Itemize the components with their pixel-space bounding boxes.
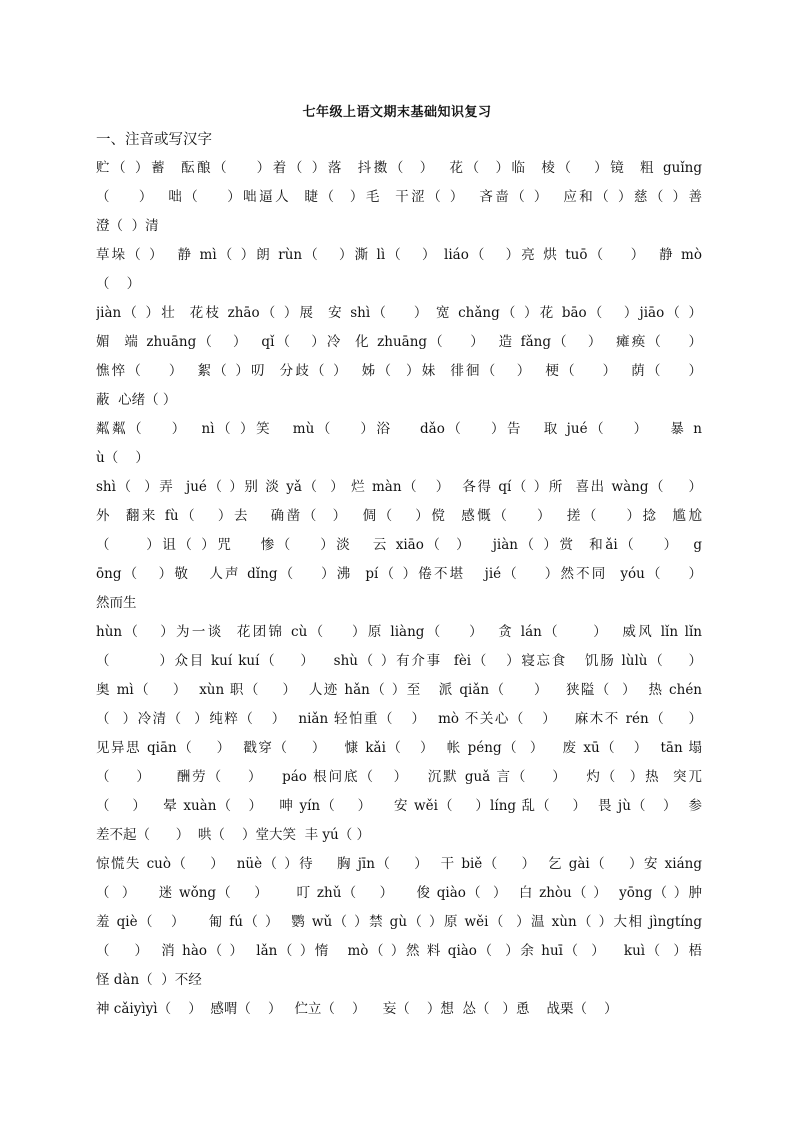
exercise-line: 然而生	[96, 595, 137, 611]
exercise-line: hùn（ ）为一谈 花团锦 cù（ ）原 liàng（ ） 贪 lán（ ） 威风 lǐn lǐn	[96, 624, 702, 640]
exercise-line: ōng（ ）敬 人声 dǐng（ ）沸 pí（ ）倦不堪 jié（ ）然不同 yóu（ ）	[96, 566, 702, 582]
exercise-lines	[96, 154, 702, 1024]
exercise-line: （ ）	[96, 276, 141, 292]
exercise-line: 羞 qiè（ ） 匍 fú（ ） 鹦 wǔ（ ）禁 gù（ ）原 wěi（ ）温 xùn（ ）大相 jìngtíng	[96, 914, 702, 930]
exercise-line: 怪 dàn（ ）不经	[96, 972, 202, 988]
exercise-line: 见异思 qiān（ ） 戳穿（ ） 慷 kǎi（ ） 帐 péng（ ） 废 xū（ ） tān 塌	[96, 740, 702, 756]
exercise-line: （ ） 消 hào（ ） lǎn（ ）惰 mò（ ）然 料 qiào（ ）余 huī（ ） kuì（ ）梧	[96, 943, 702, 959]
exercise-line: 神 cǎiyìyì（ ） 感喟（ ） 伫立（ ） 妄（ ）想 怂（ ）恿 战栗（ ）	[96, 1001, 618, 1017]
exercise-line: 奥 mì（ ） xùn 职（ ） 人迹 hǎn（ ）至 派 qiǎn（ ） 狭隘（ ） 热 chén	[96, 682, 702, 698]
exercise-line: 惊慌失 cuò（ ） nüè（ ）待 胸 jīn（ ） 干 biě（ ） 乞 gài（ ）安 xiáng	[96, 856, 702, 872]
exercise-line: （ ） 迷 wǒng（ ） 叮 zhǔ（ ） 俊 qiào（ ） 白 zhòu（ ） yōng（ ）肿	[96, 885, 702, 901]
exercise-line: 外 翻来 fù（ ）去 确凿（ ） 倜（ ）傥 感慨（ ） 搓（ ）捻 尴尬	[96, 508, 702, 524]
exercise-line: 憔悴（ ） 絮（ ）叨 分歧（ ） 姊（ ）妹 徘徊（ ） 梗（ ） 荫（ ）	[96, 363, 702, 379]
document-title: 七年级上语文期末基础知识复习	[302, 105, 492, 120]
exercise-line: （ ） 晕 xuàn（ ） 呻 yín（ ） 安 wěi（ ）líng 乱（ ） 畏 jù（ ） 参	[96, 798, 702, 814]
exercise-line: （ ）诅（ ）咒 惨（ ）淡 云 xiāo（ ） jiàn（ ）赏 和ǎi（ ） g	[96, 537, 702, 553]
exercise-line: （ ） 咄（ ）咄逼人 睫（ ）毛 干涩（ ） 吝啬（ ） 应和（ ）慈（ ）善	[96, 189, 702, 205]
exercise-line: 澄（ ）清	[96, 218, 159, 234]
exercise-line: 草垛（ ） 静 mì（ ）朗 rùn（ ）澌 lì（ ） liáo（ ）亮 烘 tuō（ ） 静 mò	[96, 247, 702, 263]
exercise-line: 媚 端 zhuāng（ ） qǐ（ ）冷 化 zhuāng（ ） 造 fǎng（ ） 瘫痪（ ）	[96, 334, 702, 350]
exercise-line: ù（ ）	[96, 450, 149, 466]
exercise-line: （ ） 酬劳（ ） páo 根问底（ ） 沉默 guǎ 言（ ） 灼（ ）热 突兀	[96, 769, 702, 785]
exercise-line: （ ）众目 kuí kuí（ ） shù（ ）有介事 fèi（ ）寝忘食 饥肠 lùlù（ ）	[96, 653, 702, 669]
exercise-line: （ ）冷清（ ）纯粹（ ） niǎn 轻怕重（ ） mò 不关心（ ） 麻木不 rén（ ）	[96, 711, 702, 727]
exercise-line: 差不起（ ） 哄（ ）堂大笑 丰 yú（ ）	[96, 827, 370, 843]
exercise-line: shì（ ）弄 jué（ ）别 淡 yǎ（ ） 烂 màn（ ） 各得 qí（ ）所 喜出 wàng（ ）	[96, 479, 702, 495]
exercise-line: jiàn（ ）壮 花枝 zhāo（ ）展 安 shì（ ） 宽 chǎng（ ）花 bāo（ ）jiāo（ ）	[96, 305, 702, 321]
exercise-line: 贮（ ）蓄 酝酿（ ）着（ ）落 抖擞（ ） 花（ ）临 棱（ ）镜 粗 guǐng	[96, 160, 702, 176]
exercise-line: 粼粼（ ） nì（ ）笑 mù（ ）浴 dǎo（ ）告 取 jué（ ） 暴 n	[96, 421, 702, 437]
exercise-line: 蔽 心绪（ ）	[96, 392, 177, 408]
section-heading: 一、注音或写汉字	[96, 132, 212, 148]
